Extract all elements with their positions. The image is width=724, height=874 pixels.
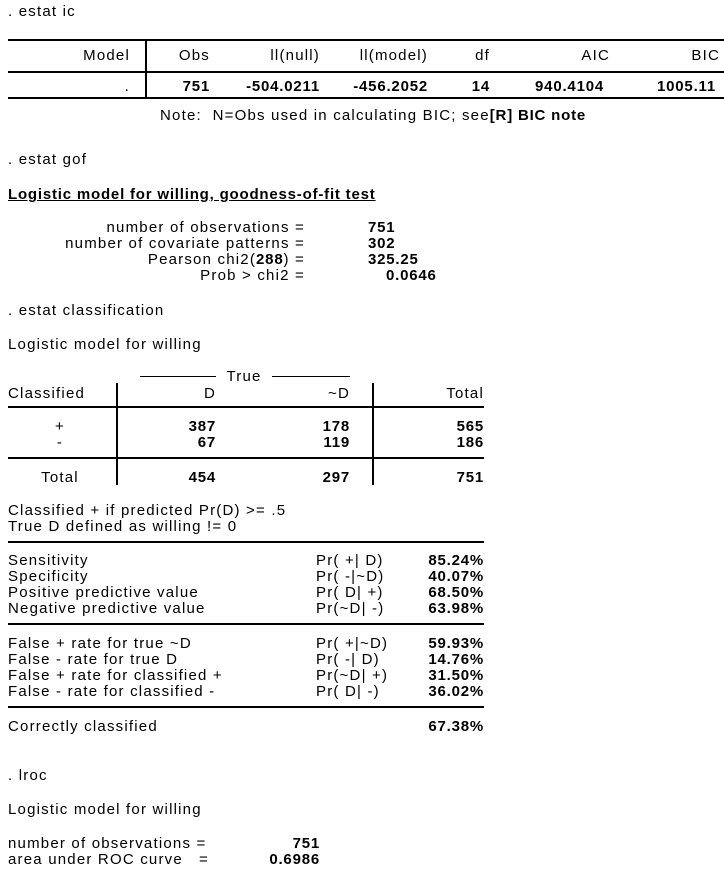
gof-label-end: ) =: [283, 251, 305, 268]
cell: 454: [188, 469, 216, 486]
cell: 178: [322, 418, 350, 435]
true-label: True: [226, 368, 262, 385]
stat-label: False - rate for true D: [8, 651, 179, 668]
stat-value: 68.50%: [428, 584, 484, 601]
header-obs: Obs: [178, 47, 210, 64]
cell-llmodel: -456.2052: [353, 78, 428, 95]
gof-df: 288: [256, 251, 284, 268]
stat-value: 59.93%: [428, 635, 484, 652]
cell: 565: [456, 418, 484, 435]
table-divider: [116, 383, 118, 485]
table-rule: [8, 541, 484, 543]
cell: 186: [456, 434, 484, 451]
cell: 387: [188, 418, 216, 435]
header-aic: AIC: [581, 47, 610, 64]
stat-condition: Pr(~D| -): [316, 600, 385, 617]
stat-value: 85.24%: [428, 552, 484, 569]
stat-value: 14.76%: [428, 651, 484, 668]
stat-label: Positive predictive value: [8, 584, 199, 601]
stat-condition: Pr( -| D): [316, 651, 380, 668]
table-rule: [8, 406, 484, 408]
classification-note: Classified + if predicted Pr(D) >= .5: [8, 502, 287, 519]
gof-label: number of covariate patterns =: [65, 235, 305, 252]
gof-value: 0.0646: [386, 267, 437, 284]
stat-condition: Pr( +| D): [316, 552, 384, 569]
cell-llnull: -504.0211: [246, 78, 320, 95]
gof-value: 325.25: [368, 251, 419, 268]
header-model: Model: [83, 47, 130, 64]
cell-model: .: [124, 78, 130, 95]
stat-condition: Pr( D| +): [316, 584, 384, 601]
table-rule: [8, 97, 724, 99]
lroc-value: 751: [292, 835, 320, 852]
row-label: -: [56, 434, 64, 451]
header-classified: Classified: [8, 385, 86, 402]
bic-note: Note: N=Obs used in calculating BIC; see: [160, 107, 490, 124]
total-label: Total: [41, 469, 79, 486]
row-label: +: [55, 418, 65, 435]
correct-label: Correctly classified: [8, 718, 158, 735]
table-divider: [372, 383, 374, 485]
cell-obs: 751: [182, 78, 210, 95]
gof-label: number of observations =: [106, 219, 305, 236]
classification-note: True D defined as willing != 0: [8, 518, 238, 535]
bic-note-link[interactable]: [R] BIC note: [489, 107, 587, 124]
lroc-value: 0.6986: [269, 851, 320, 868]
header-llnull: ll(null): [270, 47, 320, 64]
command-estat-classification: . estat classification: [8, 302, 165, 319]
header-bic: BIC: [691, 47, 720, 64]
stat-label: Sensitivity: [8, 552, 89, 569]
header-d: D: [203, 385, 216, 402]
stat-condition: Pr( D| -): [316, 683, 380, 700]
true-rule: [140, 376, 216, 377]
stat-condition: Pr( -|~D): [316, 568, 385, 585]
cell: 67: [197, 434, 216, 451]
stat-condition: Pr( +|~D): [316, 635, 389, 652]
lroc-label: area under ROC curve =: [8, 851, 209, 868]
header-llmodel: ll(model): [359, 47, 428, 64]
classification-title: Logistic model for willing: [8, 336, 202, 353]
header-notd: ~D: [328, 385, 350, 402]
stat-value: 36.02%: [428, 683, 484, 700]
command-estat-gof: . estat gof: [8, 151, 88, 168]
cell-bic: 1005.11: [657, 78, 716, 95]
stat-label: Negative predictive value: [8, 600, 206, 617]
command-lroc: . lroc: [8, 767, 48, 784]
table-rule: [8, 706, 484, 708]
true-rule: [272, 376, 350, 377]
table-rule: [8, 39, 724, 41]
stat-label: False + rate for classified +: [8, 667, 223, 684]
stat-label: False + rate for true ~D: [8, 635, 192, 652]
stat-label: Specificity: [8, 568, 89, 585]
cell: 297: [322, 469, 350, 486]
command-estat-ic: . estat ic: [8, 3, 76, 20]
lroc-title: Logistic model for willing: [8, 801, 202, 818]
gof-label: Prob > chi2 =: [200, 267, 305, 284]
table-rule: [8, 623, 484, 625]
cell: 751: [456, 469, 484, 486]
cell-aic: 940.4104: [535, 78, 604, 95]
stat-label: False - rate for classified -: [8, 683, 216, 700]
table-rule: [8, 457, 484, 459]
stat-value: 40.07%: [428, 568, 484, 585]
table-rule: [8, 71, 724, 73]
header-df: df: [475, 47, 490, 64]
stat-condition: Pr(~D| +): [316, 667, 389, 684]
gof-label: Pearson chi2(: [147, 251, 257, 268]
gof-value: 302: [368, 235, 396, 252]
cell-df: 14: [471, 78, 490, 95]
lroc-label: number of observations =: [8, 835, 207, 852]
stat-value: 63.98%: [428, 600, 484, 617]
table-divider: [145, 40, 147, 98]
gof-title: Logistic model for willing, goodness-of-fit test: [8, 186, 376, 203]
correct-value: 67.38%: [428, 718, 484, 735]
gof-value: 751: [368, 219, 396, 236]
stat-value: 31.50%: [428, 667, 484, 684]
header-total: Total: [446, 385, 484, 402]
cell: 119: [323, 434, 350, 451]
